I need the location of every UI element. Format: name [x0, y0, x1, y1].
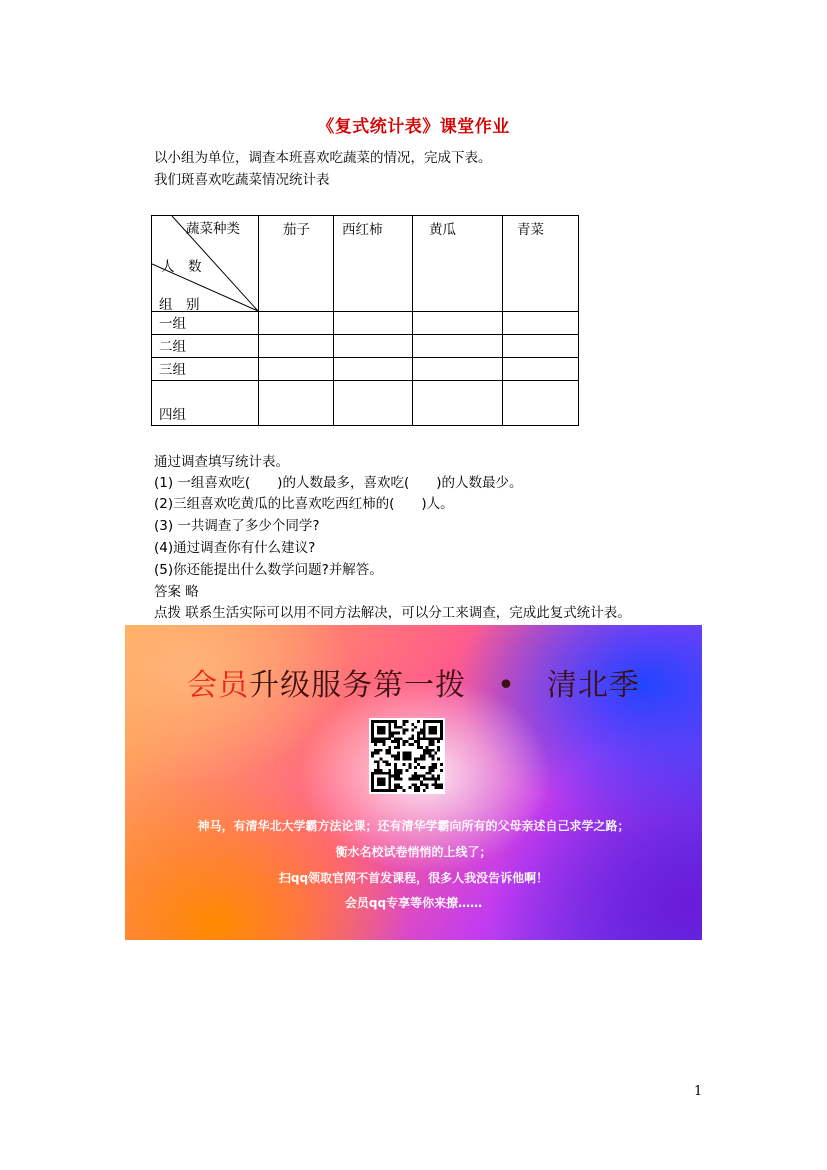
table-cell[interactable]: [259, 312, 334, 335]
banner-line: 神马，有清华北大学霸方法论课；还有清华学霸向所有的父母亲述自己求学之路；: [197, 819, 630, 833]
question-4: (4)通过调查你有什么建议?: [154, 540, 316, 556]
intro-text: 以小组为单位，调查本班喜欢吃蔬菜的情况，完成下表。: [154, 150, 492, 166]
table-cell[interactable]: [334, 335, 413, 358]
row-header: 四组: [152, 381, 259, 426]
instruction-text: 通过调查填写统计表。: [154, 454, 289, 470]
table-row: [152, 335, 579, 358]
answer-text: 答案 略: [154, 584, 199, 600]
table-cell[interactable]: [503, 335, 579, 358]
table-cell[interactable]: [334, 312, 413, 335]
table-cell[interactable]: [503, 381, 579, 426]
statistics-table: [151, 215, 579, 426]
table-cell[interactable]: [413, 381, 503, 426]
row-header: 三组: [152, 358, 259, 381]
banner-line: 衡水名校试卷悄悄的上线了；: [335, 845, 492, 859]
column-header: 茄子: [259, 216, 334, 312]
row-header: 二组: [152, 335, 259, 358]
banner-line: 会员qq专享等你来撩……: [344, 896, 483, 910]
table-cell[interactable]: [259, 381, 334, 426]
table-corner-header: [152, 216, 259, 312]
banner-title: [125, 660, 702, 704]
table-cell[interactable]: [413, 312, 503, 335]
table-caption: 我们斑喜欢吃蔬菜情况统计表: [154, 172, 330, 188]
table-row: [152, 381, 579, 426]
question-2: (2)三组喜欢吃黄瓜的比喜欢吃西红柿的( )人。: [154, 496, 454, 512]
table-cell[interactable]: [503, 358, 579, 381]
column-header: 西红柿: [334, 216, 413, 312]
table-cell[interactable]: [334, 358, 413, 381]
table-row: [152, 312, 579, 335]
question-3: (3) 一共调查了多少个同学?: [154, 518, 320, 534]
table-cell[interactable]: [259, 358, 334, 381]
corner-label-vegetable-type: 蔬菜种类: [186, 221, 240, 237]
table-cell[interactable]: [259, 335, 334, 358]
table-cell[interactable]: [503, 312, 579, 335]
promo-banner[interactable]: [125, 625, 702, 940]
banner-line: 扫qq领取官网不首发课程，很多人我没告诉他啊！: [278, 871, 549, 885]
table-cell[interactable]: [413, 358, 503, 381]
page-number: 1: [694, 1084, 703, 1099]
table-cell[interactable]: [413, 335, 503, 358]
corner-label-count: 人 数: [161, 259, 202, 275]
question-5: (5)你还能提出什么数学问题?并解答。: [154, 562, 383, 578]
column-header: 青菜: [503, 216, 579, 312]
corner-label-group: 组 别: [159, 297, 200, 313]
table-cell[interactable]: [334, 381, 413, 426]
document-title: 《复式统计表》课堂作业: [317, 117, 510, 137]
qr-code-icon[interactable]: [369, 718, 445, 794]
banner-title-highlight: 会员: [187, 668, 250, 703]
tip-text: 点拨 联系生活实际可以用不同方法解决，可以分工来调查，完成此复式统计表。: [154, 605, 631, 621]
column-header: 黄瓜: [413, 216, 503, 312]
row-header: 一组: [152, 312, 259, 335]
banner-title-rest: 升级服务第一拨 • 清北季: [249, 668, 640, 703]
question-1: (1) 一组喜欢吃( )的人数最多，喜欢吃( )的人数最少。: [154, 475, 523, 491]
table-row: [152, 358, 579, 381]
